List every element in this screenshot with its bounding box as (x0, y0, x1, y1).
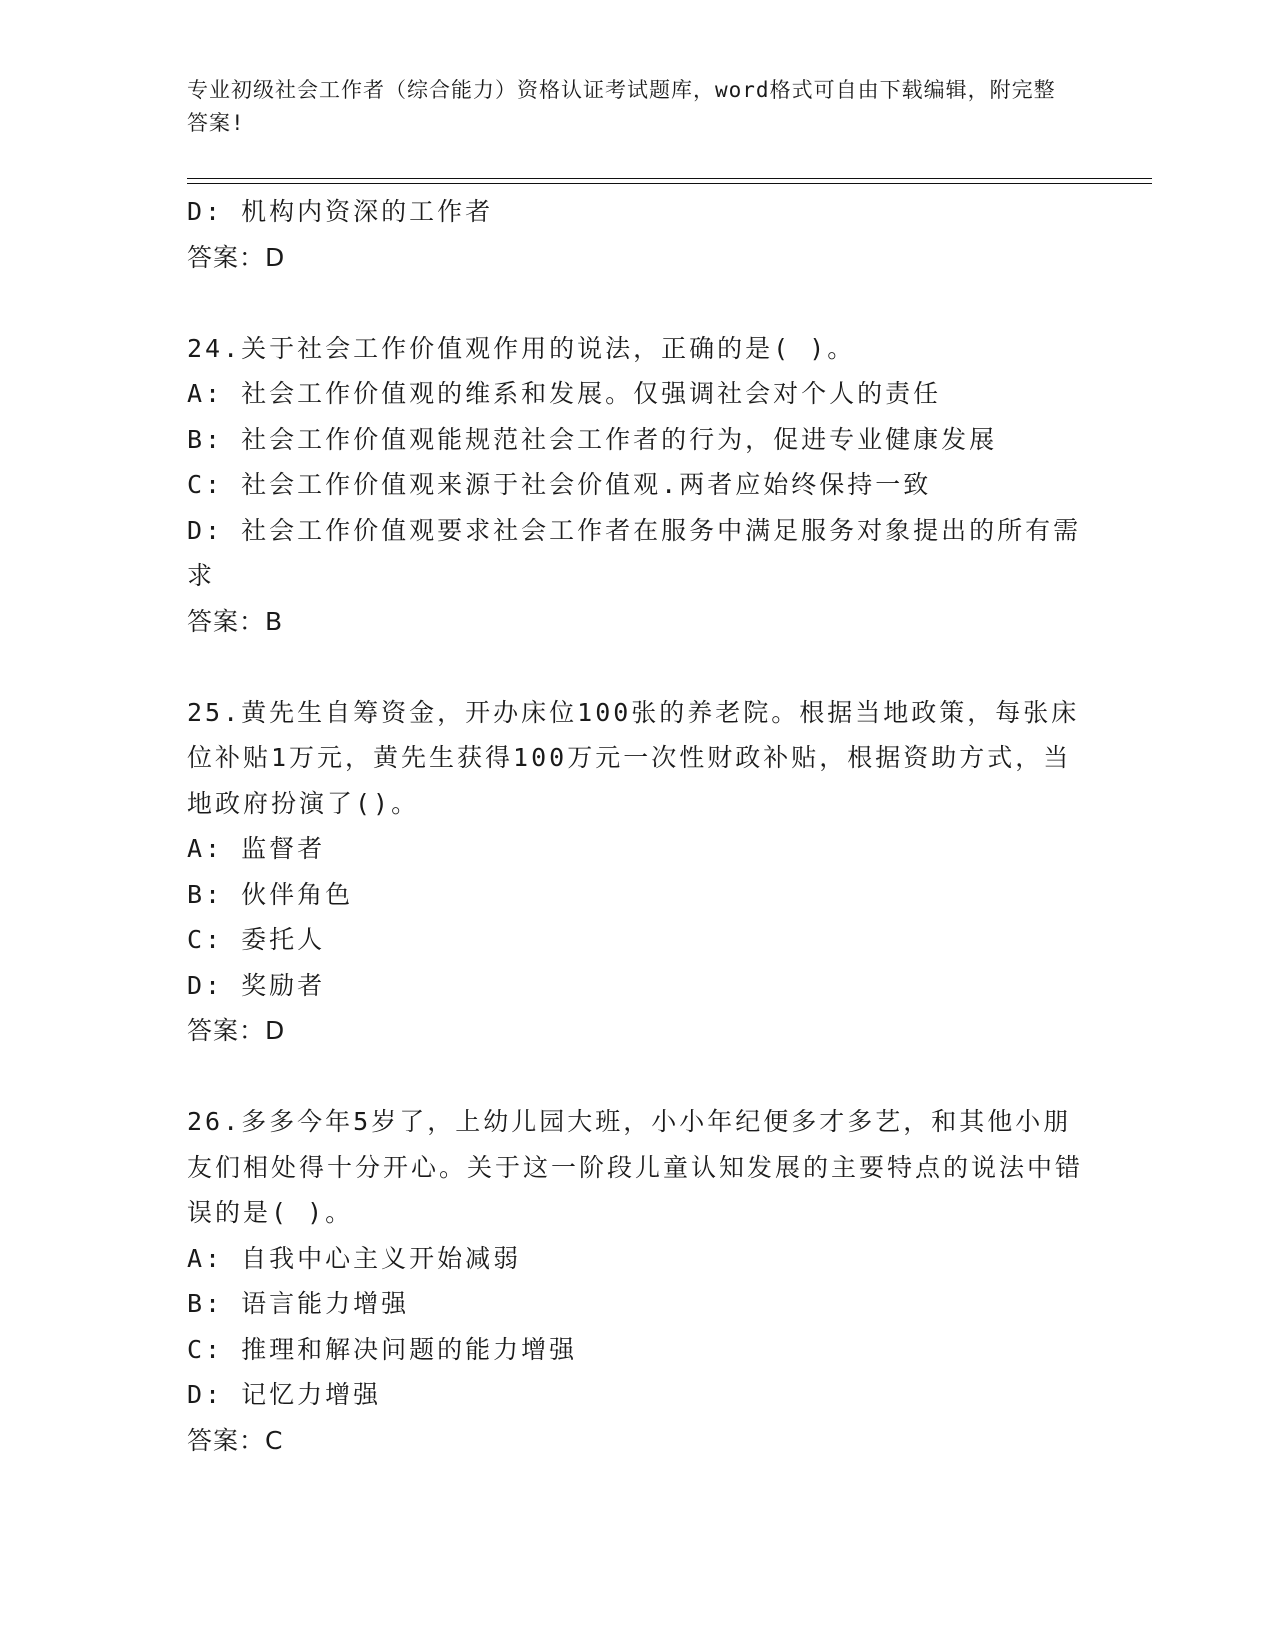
prev-answer: 答案：D (187, 242, 286, 272)
answer: 答案：D (187, 1016, 286, 1045)
option-c: C: 社会工作价值观来源于社会价值观.两者应始终保持一致 (187, 470, 932, 499)
spacer (187, 644, 1087, 690)
question-25 (187, 690, 1087, 1054)
question-stem: 26.多多今年5岁了，上幼儿园大班，小小年纪便多才多艺，和其他小朋友们相处得十分开心。关于这一阶段儿童认知发展的主要特点的说法中错误的是( )。 (187, 1107, 1084, 1227)
answer: 答案：C (187, 1425, 284, 1455)
header-rule-top (187, 178, 1152, 179)
prev-option-d: D: 机构内资深的工作者 (187, 197, 494, 226)
spacer (187, 280, 1087, 326)
option-a: A: 监督者 (187, 834, 326, 863)
question-stem: 25.黄先生自筹资金，开办床位100张的养老院。根据当地政策，每张床位补贴1万元，黄先生获得100万元一次性财政补贴，根据资助方式，当地政府扮演了()。 (187, 697, 1080, 818)
option-d: D: 社会工作价值观要求社会工作者在服务中满足服务对象提出的所有需求 (187, 515, 1082, 590)
option-d: D: 记忆力增强 (187, 1380, 382, 1409)
option-a: A: 自我中心主义开始减弱 (187, 1243, 522, 1273)
question-26 (187, 1099, 1087, 1463)
document-header: 专业初级社会工作者（综合能力）资格认证考试题库，word格式可自由下载编辑，附完整答案! (187, 78, 1056, 135)
question-stem: 24.关于社会工作价值观作用的说法，正确的是( )。 (187, 333, 856, 363)
document-body (187, 189, 1087, 1463)
option-b: B: 伙伴角色 (187, 879, 354, 909)
answer: 答案：B (187, 606, 284, 636)
option-b: B: 语言能力增强 (187, 1289, 410, 1318)
option-b: B: 社会工作价值观能规范社会工作者的行为，促进专业健康发展 (187, 424, 998, 454)
option-d: D: 奖励者 (187, 970, 326, 1000)
question-24 (187, 326, 1087, 645)
header-rule-bottom (187, 183, 1152, 184)
option-a: A: 社会工作价值观的维系和发展。仅强调社会对个人的责任 (187, 379, 942, 408)
spacer (187, 1054, 1087, 1100)
option-c: C: 推理和解决问题的能力增强 (187, 1334, 578, 1364)
option-c: C: 委托人 (187, 925, 326, 954)
